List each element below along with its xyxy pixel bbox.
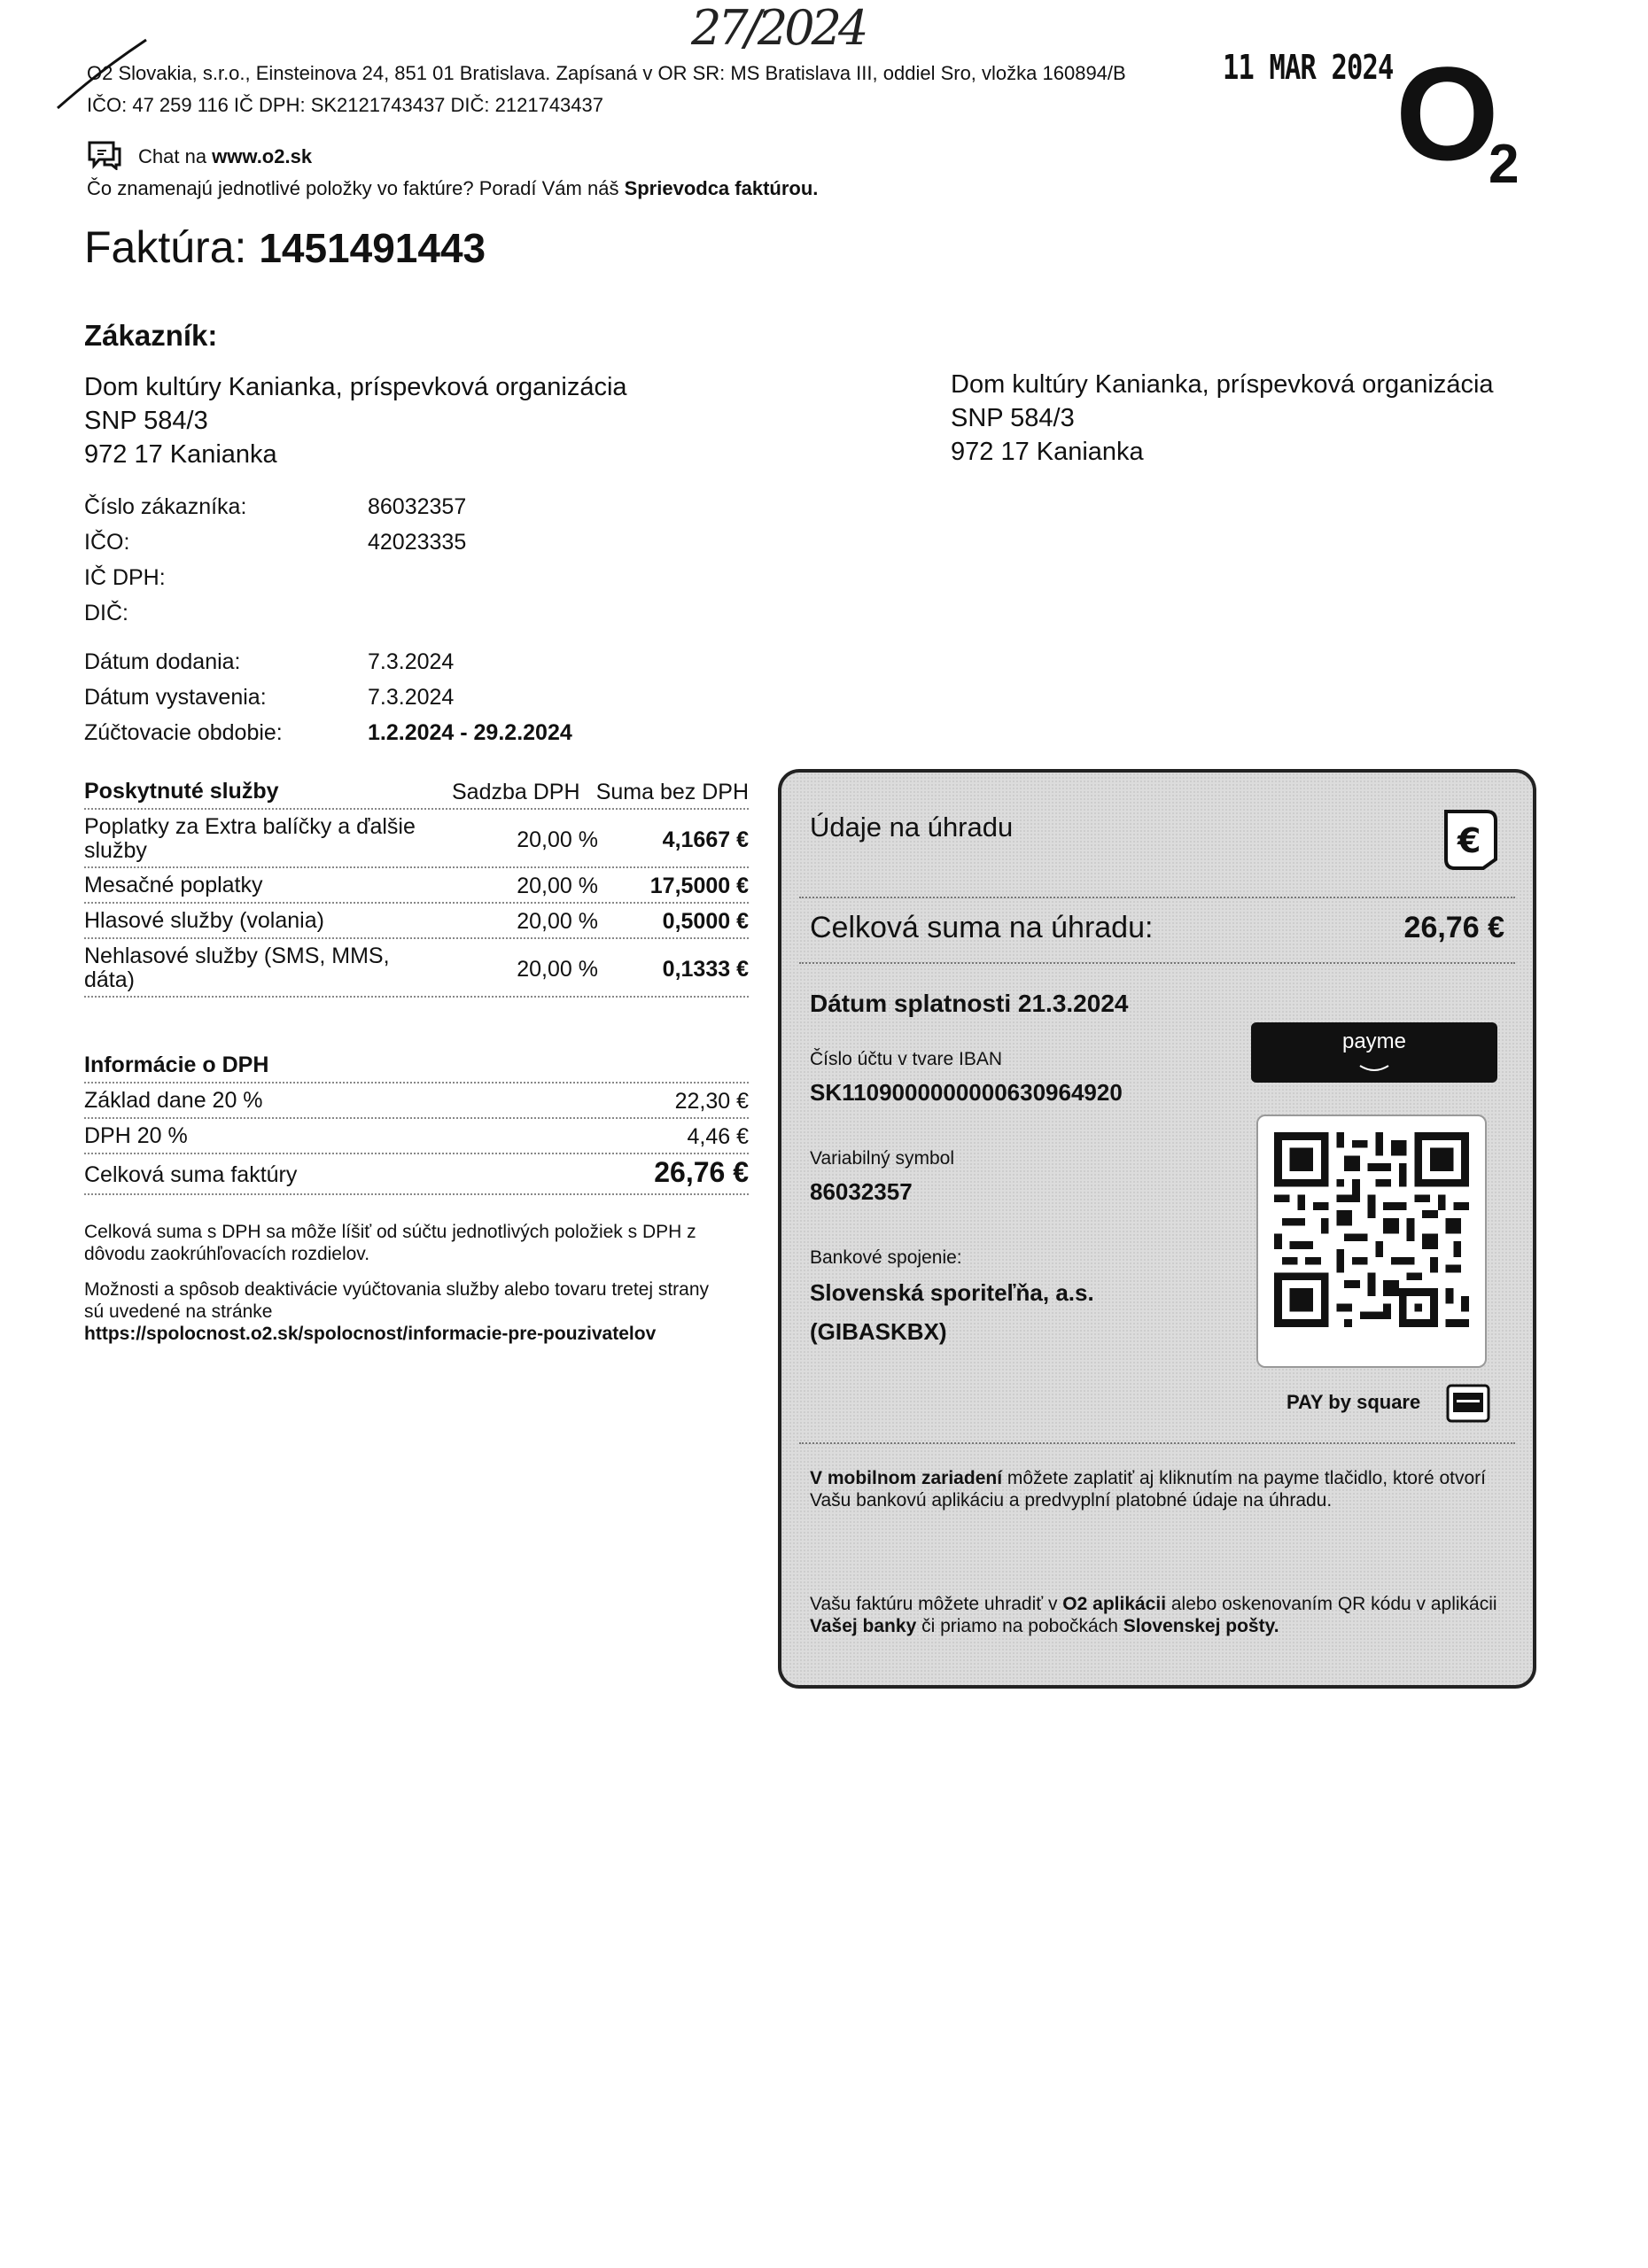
field-label: IČO:: [84, 530, 130, 555]
address-line: 972 17 Kanianka: [84, 440, 277, 469]
payment-box: [778, 769, 1536, 1689]
vat-value: 4,46 €: [687, 1124, 749, 1149]
payme-button[interactable]: [1251, 1022, 1497, 1083]
vat-label: DPH 20 %: [84, 1123, 188, 1148]
service-rate: 20,00 %: [517, 909, 598, 934]
guide-link[interactable]: Sprievodca faktúrou.: [624, 177, 819, 199]
service-name: Nehlasové služby (SMS, MMS, dáta): [84, 944, 390, 992]
table-row: [84, 812, 749, 868]
payment-total-label: Celková suma na úhradu:: [810, 911, 1154, 944]
table-row: [84, 905, 749, 939]
service-rate: 20,00 %: [517, 874, 598, 898]
header-rate: Sadzba DPH: [452, 780, 580, 804]
service-rate: 20,00 %: [517, 957, 598, 982]
address-line: SNP 584/3: [951, 404, 1075, 432]
handwritten-note: 27/2024: [691, 0, 866, 56]
deactivation-text: Možnosti a spôsob deaktivácie vyúčtovania služby alebo tovaru tretej strany sú uvedené na stránke: [84, 1279, 710, 1322]
vat-total-label: Celková suma faktúry: [84, 1162, 298, 1187]
app-note-text: alebo oskenovaním QR kódu v aplikácii: [1166, 1594, 1497, 1614]
customer-heading: Zákazník:: [84, 319, 218, 352]
address-line: Dom kultúry Kanianka, príspevková organizácia: [951, 370, 1494, 399]
divider: [799, 1442, 1515, 1444]
card-icon: [1446, 1384, 1490, 1427]
header-service: Poskytnuté služby: [84, 779, 279, 804]
vat-heading-row: [84, 1050, 749, 1084]
service-amount: 0,1333 €: [662, 957, 749, 982]
divider: [799, 962, 1515, 964]
service-name: Poplatky za Extra balíčky a ďalšie služby: [84, 814, 416, 863]
service-amount: 0,5000 €: [662, 909, 749, 934]
field-label: Číslo zákazníka:: [84, 494, 247, 519]
received-stamp: 11 MAR 2024: [1223, 48, 1394, 87]
vs-value: 86032357: [810, 1178, 913, 1205]
chat-icon: [87, 140, 122, 175]
vat-value: 22,30 €: [674, 1089, 749, 1114]
table-row: [84, 941, 749, 998]
customer-address-left: [84, 370, 627, 471]
company-line: O2 Slovakia, s.r.o., Einsteinova 24, 851 01 Bratislava. Zapísaná v OR SR: MS Bratislava III, oddiel Sro, vložka 160894/B: [87, 62, 1126, 84]
customer-address-right: [951, 368, 1494, 469]
guide-prefix: Čo znamenajú jednotlivé položky vo faktúre? Poradí Vám náš: [87, 177, 625, 199]
payment-total-value: 26,76 €: [1403, 911, 1504, 944]
date-label: Zúčtovacie obdobie:: [84, 720, 283, 745]
app-note: [810, 1593, 1501, 1637]
date-label: Dátum vystavenia:: [84, 685, 267, 710]
field-label: DIČ:: [84, 601, 128, 625]
app-note-bold: Slovenskej pošty.: [1123, 1616, 1279, 1636]
date-label: Dátum dodania:: [84, 649, 241, 674]
table-header: [84, 776, 749, 810]
deactivation-note: [84, 1278, 740, 1345]
app-note-text: či priamo na pobočkách: [916, 1616, 1123, 1636]
mobile-note-text: môžete zaplatiť aj kliknutím na payme tlačidlo, ktoré otvorí Vašu bankovú aplikáciu a predvyplní platobné údaje na úhradu.: [810, 1468, 1486, 1511]
chat-prefix: Chat na: [138, 145, 213, 168]
vat-label: Základ dane 20 %: [84, 1088, 263, 1113]
service-name: Mesačné poplatky: [84, 873, 263, 897]
date-value: 1.2.2024 - 29.2.2024: [368, 720, 572, 745]
vat-info: [84, 1050, 749, 1200]
guide-row: [87, 177, 818, 200]
payme-smile-icon: [1356, 1064, 1392, 1073]
services-table: [84, 776, 749, 1042]
invoice-number: 1451491443: [259, 225, 486, 271]
date-value: 7.3.2024: [368, 649, 455, 674]
app-note-bold: O2 aplikácii: [1062, 1594, 1167, 1614]
payment-title: Údaje na úhradu: [810, 812, 1014, 843]
bank-code: (GIBASKBX): [810, 1318, 947, 1345]
vat-row: [84, 1085, 749, 1119]
invoice-title-label: Faktúra:: [84, 222, 247, 272]
invoice-title: [84, 221, 486, 273]
field-value: 86032357: [368, 494, 467, 519]
divider: [799, 897, 1515, 898]
address-line: 972 17 Kanianka: [951, 438, 1144, 466]
service-rate: 20,00 %: [517, 827, 598, 852]
chat-link[interactable]: www.o2.sk: [212, 145, 313, 168]
mobile-note-bold: V mobilnom zariadení: [810, 1468, 1003, 1488]
vat-total-row: [84, 1156, 749, 1195]
payme-label: payme: [1341, 1029, 1407, 1053]
iban-label: Číslo účtu v tvare IBAN: [810, 1049, 1003, 1069]
service-amount: 17,5000 €: [649, 874, 749, 898]
customer-fields: [84, 494, 704, 636]
logo-o: O: [1395, 39, 1499, 188]
bank-name: Slovenská sporiteľňa, a.s.: [810, 1279, 1094, 1306]
euro-invoice-icon: [1442, 808, 1499, 876]
table-row: [84, 870, 749, 904]
chat-row: [87, 140, 312, 175]
deactivation-url[interactable]: https://spolocnost.o2.sk/spolocnost/informacie-pre-pouzivatelov: [84, 1324, 657, 1344]
vs-label: Variabilný symbol: [810, 1148, 955, 1169]
due-date: Dátum splatnosti 21.3.2024: [810, 990, 1129, 1017]
vat-row: [84, 1121, 749, 1154]
paybysquare-label: PAY by square: [1287, 1391, 1421, 1413]
service-amount: 4,1667 €: [662, 827, 749, 852]
invoice-dates: [84, 649, 704, 756]
vat-heading: Informácie o DPH: [84, 1052, 269, 1077]
company-ids: IČO: 47 259 116 IČ DPH: SK2121743437 DIČ: 2121743437: [87, 94, 603, 116]
mobile-note: [810, 1467, 1492, 1511]
app-note-bold: Vašej banky: [810, 1616, 917, 1636]
app-note-text: Vašu faktúru môžete uhradiť v: [810, 1594, 1063, 1614]
logo-sub: 2: [1489, 134, 1520, 195]
rounding-note: Celková suma s DPH sa môže líšiť od súčtu jednotlivých položiek s DPH z dôvodu zaokrúhľovacích rozdielov.: [84, 1222, 696, 1264]
svg-text:€: €: [1458, 821, 1481, 860]
qr-panel: [1256, 1115, 1487, 1368]
date-value: 7.3.2024: [368, 685, 455, 710]
address-line: SNP 584/3: [84, 407, 208, 435]
service-name: Hlasové služby (volania): [84, 908, 324, 933]
vat-total-value: 26,76 €: [654, 1156, 749, 1188]
bank-label: Bankové spojenie:: [810, 1247, 962, 1268]
qr-code-icon: [1274, 1132, 1469, 1327]
o2-logo: [1395, 39, 1537, 195]
field-label: IČ DPH:: [84, 565, 166, 590]
address-line: Dom kultúry Kanianka, príspevková organizácia: [84, 373, 627, 401]
field-value: 42023335: [368, 530, 467, 555]
header-amount: Suma bez DPH: [595, 780, 749, 804]
iban-value: SK1109000000000630964920: [810, 1079, 1123, 1106]
